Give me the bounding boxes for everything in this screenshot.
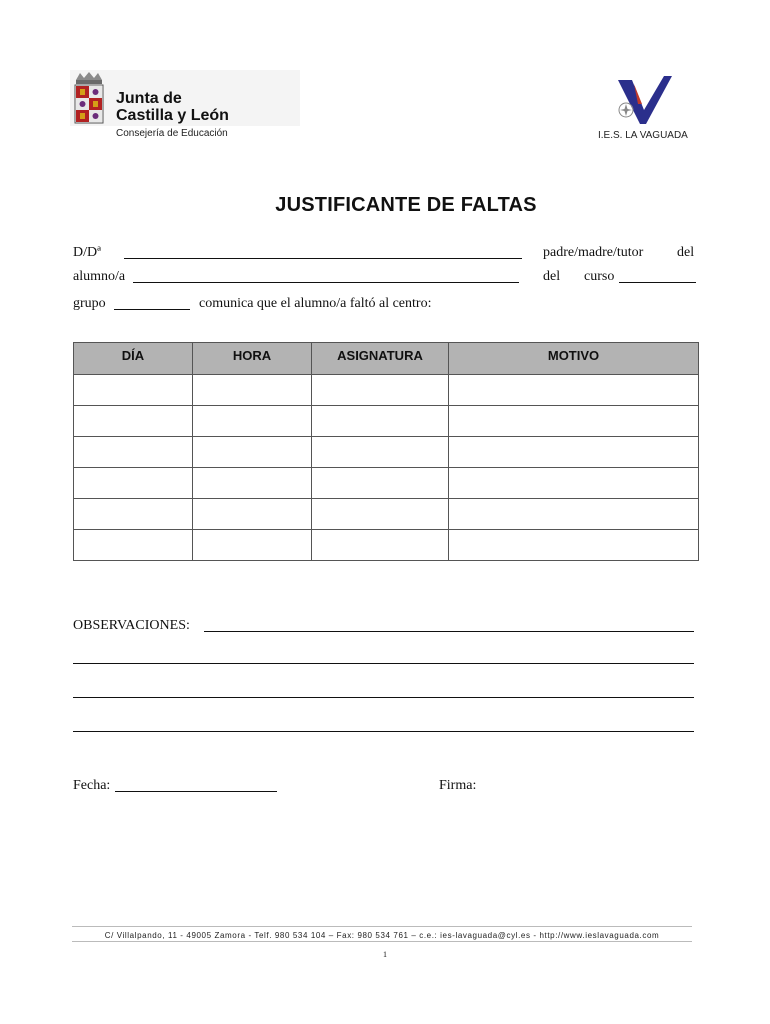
hour-cell[interactable] (193, 530, 312, 561)
del2-label: del (543, 269, 561, 284)
subject-cell[interactable] (312, 468, 449, 499)
day-cell[interactable] (74, 530, 193, 561)
reason-cell[interactable] (449, 375, 699, 406)
org-name-line2: Castilla y León (116, 107, 229, 124)
org-name (116, 90, 229, 124)
observations-label: OBSERVACIONES: (73, 618, 190, 633)
date-field[interactable] (115, 778, 277, 792)
day-cell[interactable] (74, 375, 193, 406)
subject-cell[interactable] (312, 499, 449, 530)
org-name-line1: Junta de (116, 90, 182, 107)
reason-cell[interactable] (449, 530, 699, 561)
course-field[interactable] (619, 269, 696, 283)
student-label: alumno/a (73, 269, 126, 284)
hour-cell[interactable] (193, 499, 312, 530)
reason-cell[interactable] (449, 437, 699, 468)
footer-divider-bottom (72, 941, 692, 942)
del-label: del (677, 245, 695, 260)
observations-line-4[interactable] (73, 718, 694, 732)
hour-cell[interactable] (193, 375, 312, 406)
course-label: curso (584, 269, 615, 284)
hour-cell[interactable] (193, 437, 312, 468)
statement-text: comunica que el alumno/a faltó al centro: (199, 296, 432, 311)
guardian-name-field[interactable] (124, 245, 522, 259)
day-cell[interactable] (74, 406, 193, 437)
absence-table (73, 342, 699, 561)
header-subject: ASIGNATURA (312, 343, 449, 375)
document-title: JUSTIFICANTE DE FALTAS (275, 194, 537, 216)
reason-cell[interactable] (449, 499, 699, 530)
subject-cell[interactable] (312, 406, 449, 437)
reason-cell[interactable] (449, 468, 699, 499)
hour-cell[interactable] (193, 406, 312, 437)
reason-cell[interactable] (449, 406, 699, 437)
footer-address: C/ Villalpando, 11 - 49005 Zamora - Telf. 980 534 104 – Fax: 980 534 761 – c.e.: ies-lavaguada@cyl.es - http://www.ieslavaguada.com (104, 931, 660, 940)
header-day: DÍA (74, 343, 193, 375)
dd-label: D/Dª (73, 245, 101, 260)
group-label: grupo (73, 296, 106, 311)
observations-line-1[interactable] (204, 618, 694, 632)
signature-label: Firma: (439, 778, 477, 793)
day-cell[interactable] (74, 468, 193, 499)
footer-divider-top (72, 926, 692, 927)
table-row (74, 406, 699, 437)
student-name-field[interactable] (133, 269, 519, 283)
table-row (74, 499, 699, 530)
table-header-row (74, 343, 699, 375)
observations-line-3[interactable] (73, 684, 694, 698)
subject-cell[interactable] (312, 375, 449, 406)
day-cell[interactable] (74, 499, 193, 530)
subject-cell[interactable] (312, 530, 449, 561)
date-label: Fecha: (73, 778, 111, 793)
page-number: 1 (383, 950, 387, 959)
guardian-label: padre/madre/tutor (543, 245, 644, 260)
header-reason: MOTIVO (449, 343, 699, 375)
group-field[interactable] (114, 296, 190, 310)
table-row (74, 468, 699, 499)
day-cell[interactable] (74, 437, 193, 468)
ies-la-vaguada-logo (612, 74, 676, 128)
department-name: Consejería de Educación (116, 128, 228, 139)
table-row (74, 530, 699, 561)
table-row (74, 375, 699, 406)
table-row (74, 437, 699, 468)
subject-cell[interactable] (312, 437, 449, 468)
school-name: I.E.S. LA VAGUADA (598, 130, 688, 141)
hour-cell[interactable] (193, 468, 312, 499)
header-hour: HORA (193, 343, 312, 375)
observations-line-2[interactable] (73, 650, 694, 664)
